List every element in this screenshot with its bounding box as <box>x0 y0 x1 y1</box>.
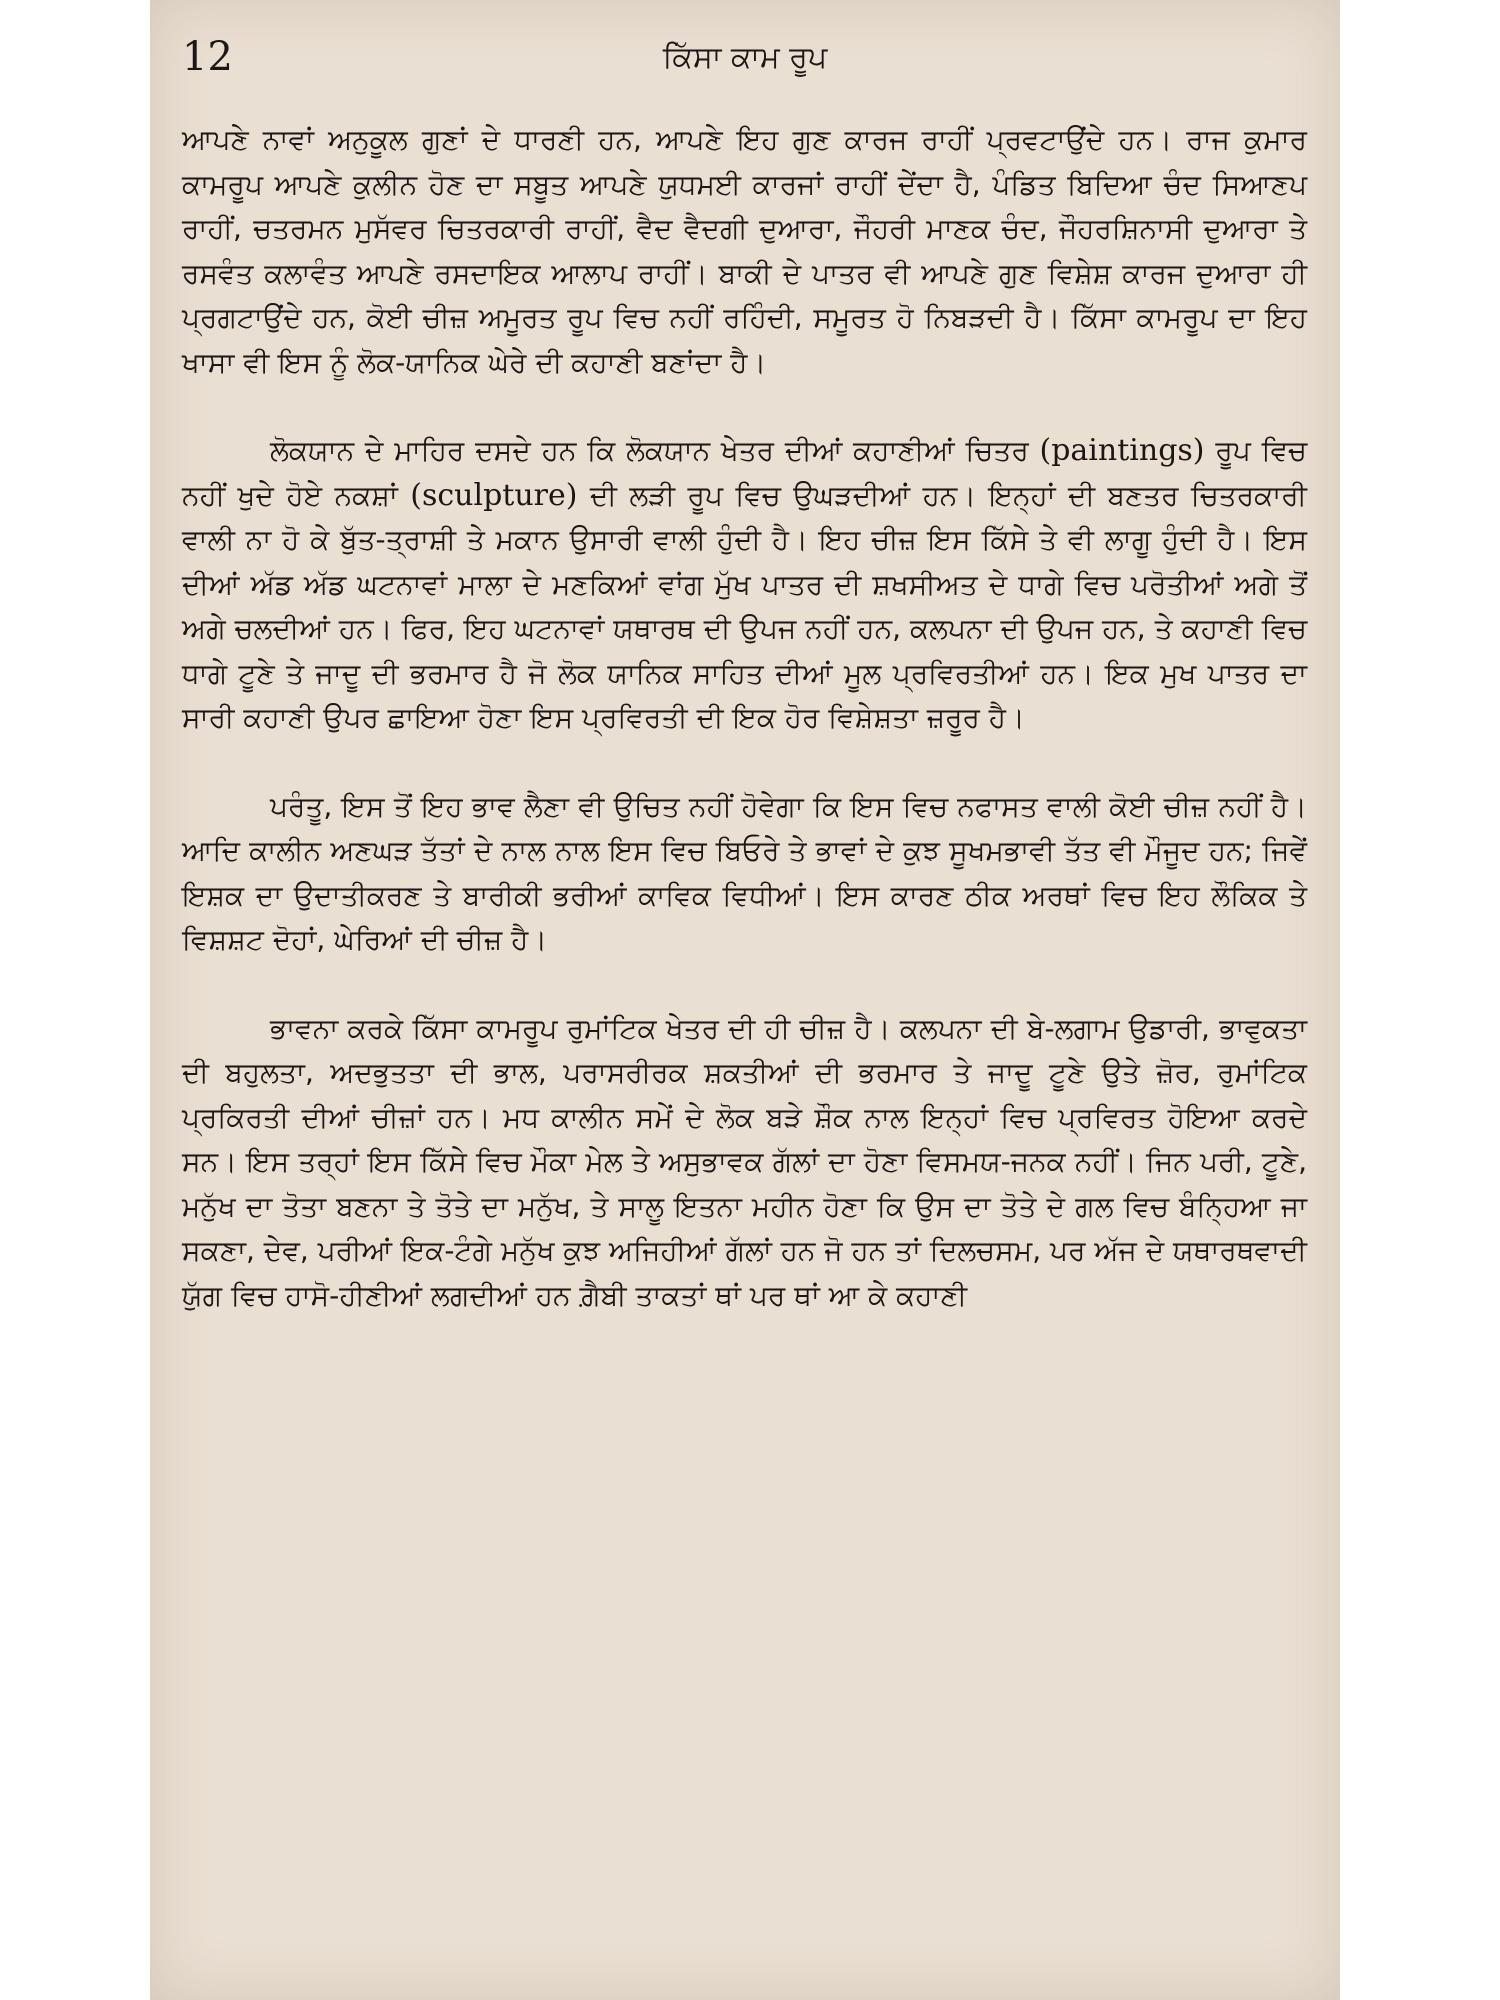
page-header <box>150 30 1340 90</box>
paragraph-1: ਆਪਣੇ ਨਾਵਾਂ ਅਨੁਕੂਲ ਗੁਣਾਂ ਦੇ ਧਾਰਣੀ ਹਨ, ਆਪਣੇ ਇਹ ਗੁਣ ਕਾਰਜ ਰਾਹੀਂ ਪ੍ਰਵਟਾਉਂਦੇ ਹਨ। ਰਾਜ ਕੁਮਾਰ ਕਾਮਰੂਪ ਆਪਣੇ ਕੁਲੀਨ ਹੋਣ ਦਾ ਸਬੂਤ ਆਪਣੇ ਯੁਧਮਈ ਕਾਰਜਾਂ ਰਾਹੀਂ ਦੇਂਦਾ ਹੈ, ਪੰਡਿਤ ਬਿਦਿਆ ਚੰਦ ਸਿਆਣਪ ਰਾਹੀਂ, ਚਤਰਮਨ ਮੁਸੱਵਰ ਚਿਤਰਕਾਰੀ ਰਾਹੀਂ, ਵੈਦ ਵੈਦਗੀ ਦੁਆਰਾ, ਜੌਹਰੀ ਮਾਣਕ ਚੰਦ, ਜੌਹਰਸ਼ਿਨਾਸੀ ਦੁਆਰਾ ਤੇ ਰਸਵੰਤ ਕਲਾਵੰਤ ਆਪਣੇ ਰਸਦਾਇਕ ਆਲਾਪ ਰਾਹੀਂ। ਬਾਕੀ ਦੇ ਪਾਤਰ ਵੀ ਆਪਣੇ ਗੁਣ ਵਿਸ਼ੇਸ਼ ਕਾਰਜ ਦੁਆਰਾ ਹੀ ਪ੍ਰਗਟਾਉਂਦੇ ਹਨ, ਕੋਈ ਚੀਜ਼ ਅਮੂਰਤ ਰੂਪ ਵਿਚ ਨਹੀਂ ਰਹਿੰਦੀ, ਸਮੂਰਤ ਹੋ ਨਿਬੜਦੀ ਹੈ। ਕਿੱਸਾ ਕਾਮਰੂਪ ਦਾ ਇਹ ਖਾਸਾ ਵੀ ਇਸ ਨੂੰ ਲੋਕ-ਯਾਨਿਕ ਘੇਰੇ ਦੀ ਕਹਾਣੀ ਬਣਾਂਦਾ ਹੈ। <box>182 123 1307 379</box>
paragraph-2-text-b: ਰੂਪ ਵਿਚ ਨਹੀਂ ਖੁਦੇ ਹੋਏ ਨਕਸ਼ਾਂ <box>182 434 1307 512</box>
running-title: ਕਿੱਸਾ ਕਾਮ ਰੂਪ <box>662 40 828 75</box>
paragraph-4: ਭਾਵਨਾ ਕਰਕੇ ਕਿੱਸਾ ਕਾਮਰੂਪ ਰੁਮਾਂਟਿਕ ਖੇਤਰ ਦੀ ਹੀ ਚੀਜ਼ ਹੈ। ਕਲਪਨਾ ਦੀ ਬੇ-ਲਗਾਮ ਉਡਾਰੀ, ਭਾਵੁਕਤਾ ਦੀ ਬਹੁਲਤਾ, ਅਦਭੁਤਤਾ ਦੀ ਭਾਲ, ਪਰਾਸਰੀਰਕ ਸ਼ਕਤੀਆਂ ਦੀ ਭਰਮਾਰ ਤੇ ਜਾਦੂ ਟੂਣੇ ਉਤੇ ਜ਼ੋਰ, ਰੁਮਾਂਟਿਕ ਪ੍ਰਕਿਰਤੀ ਦੀਆਂ ਚੀਜ਼ਾਂ ਹਨ। ਮਧ ਕਾਲੀਨ ਸਮੇਂ ਦੇ ਲੋਕ ਬੜੇ ਸ਼ੌਕ ਨਾਲ ਇਨ੍ਹਾਂ ਵਿਚ ਪ੍ਰਵਿਰਤ ਹੋਇਆ ਕਰਦੇ ਸਨ। ਇਸ ਤਰ੍ਹਾਂ ਇਸ ਕਿੱਸੇ ਵਿਚ ਮੌਕਾ ਮੇਲ ਤੇ ਅਸੁਭਾਵਕ ਗੱਲਾਂ ਦਾ ਹੋਣਾ ਵਿਸਮਯ-ਜਨਕ ਨਹੀਂ। ਜਿਨ ਪਰੀ, ਟੂਣੇ, ਮਨੁੱਖ ਦਾ ਤੋਤਾ ਬਣਨਾ ਤੇ ਤੋਤੇ ਦਾ ਮਨੁੱਖ, ਤੇ ਸਾਲੂ ਇਤਨਾ ਮਹੀਨ ਹੋਣਾ ਕਿ ਉਸ ਦਾ ਤੋਤੇ ਦੇ ਗਲ ਵਿਚ ਬੰਨ੍ਹਿਆ ਜਾ ਸਕਣਾ, ਦੇਵ, ਪਰੀਆਂ ਇਕ-ਟੰਗੇ ਮਨੁੱਖ ਕੁਝ ਅਜਿਹੀਆਂ ਗੱਲਾਂ ਹਨ ਜੋ ਹਨ ਤਾਂ ਦਿਲਚਸਮ, ਪਰ ਅੱਜ ਦੇ ਯਥਾਰਥਵਾਦੀ ਯੁੱਗ ਵਿਚ ਹਾਸੋ-ਹੀਣੀਆਂ ਲਗਦੀਆਂ ਹਨ ਗ਼ੈਬੀ ਤਾਕਤਾਂ ਥਾਂ ਪਰ ਥਾਂ ਆ ਕੇ ਕਹਾਣੀ <box>182 1011 1307 1312</box>
paragraph-2 <box>182 429 1307 741</box>
paragraph-3: ਪਰੰਤੂ, ਇਸ ਤੋਂ ਇਹ ਭਾਵ ਲੈਣਾ ਵੀ ਉਚਿਤ ਨਹੀਂ ਹੋਵੇਗਾ ਕਿ ਇਸ ਵਿਚ ਨਫਾਸਤ ਵਾਲੀ ਕੋਈ ਚੀਜ਼ ਨਹੀਂ ਹੈ। ਆਦਿ ਕਾਲੀਨ ਅਣਘੜ ਤੱਤਾਂ ਦੇ ਨਾਲ ਨਾਲ ਇਸ ਵਿਚ ਬਿਓਰੇ ਤੇ ਭਾਵਾਂ ਦੇ ਕੁਝ ਸੂਖਮਭਾਵੀ ਤੱਤ ਵੀ ਮੌਜੂਦ ਹਨ; ਜਿਵੇਂ ਇਸ਼ਕ ਦਾ ਉਦਾਤੀਕਰਣ ਤੇ ਬਾਰੀਕੀ ਭਰੀਆਂ ਕਾਵਿਕ ਵਿਧੀਆਂ। ਇਸ ਕਾਰਣ ਠੀਕ ਅਰਥਾਂ ਵਿਚ ਇਹ ਲੌਕਿਕ ਤੇ ਵਿਸ਼ਸ਼ਟ ਦੋਹਾਂ, ਘੇਰਿਆਂ ਦੀ ਚੀਜ਼ ਹੈ। <box>182 789 1307 956</box>
term-paintings: (paintings) <box>1039 433 1205 468</box>
book-page <box>150 0 1340 2000</box>
page-number: 12 <box>182 34 233 80</box>
paragraph-2-text-a: ਲੋਕਯਾਨ ਦੇ ਮਾਹਿਰ ਦਸਦੇ ਹਨ ਕਿ ਲੋਕਯਾਨ ਖੇਤਰ ਦੀਆਂ ਕਹਾਣੀਆਂ ਚਿਤਰ <box>270 434 1040 467</box>
paragraph-2-text-c: ਦੀ ਲੜੀ ਰੂਪ ਵਿਚ ਉਘੜਦੀਆਂ ਹਨ। ਇਨ੍ਹਾਂ ਦੀ ਬਣਤਰ ਚਿਤਰਕਾਰੀ ਵਾਲੀ ਨਾ ਹੋ ਕੇ ਬੁੱਤ-ਤ੍ਰਾਸ਼ੀ ਤੇ ਮਕਾਨ ਉਸਾਰੀ ਵਾਲੀ ਹੁੰਦੀ ਹੈ। ਇਹ ਚੀਜ਼ ਇਸ ਕਿੱਸੇ ਤੇ ਵੀ ਲਾਗੂ ਹੁੰਦੀ ਹੈ। ਇਸ ਦੀਆਂ ਅੱਡ ਅੱਡ ਘਟਨਾਵਾਂ ਮਾਲਾ ਦੇ ਮਣਕਿਆਂ ਵਾਂਗ ਮੁੱਖ ਪਾਤਰ ਦੀ ਸ਼ਖਸੀਅਤ ਦੇ ਧਾਗੇ ਵਿਚ ਪਰੋਤੀਆਂ ਅਗੇ ਤੋਂ ਅਗੇ ਚਲਦੀਆਂ ਹਨ। ਫਿਰ, ਇਹ ਘਟਨਾਵਾਂ ਯਥਾਰਥ ਦੀ ਉਪਜ ਨਹੀਂ ਹਨ, ਕਲਪਨਾ ਦੀ ਉਪਜ ਹਨ, ਤੇ ਕਹਾਣੀ ਵਿਚ ਧਾਗੇ ਟੂਣੇ ਤੇ ਜਾਦੂ ਦੀ ਭਰਮਾਰ ਹੈ ਜੋ ਲੋਕ ਯਾਨਿਕ ਸਾਹਿਤ ਦੀਆਂ ਮੂਲ ਪ੍ਰਵਿਰਤੀਆਂ ਹਨ। ਇਕ ਮੁਖ ਪਾਤਰ ਦਾ ਸਾਰੀ ਕਹਾਣੀ ਉਪਰ ਛਾਇਆ ਹੋਣਾ ਇਸ ਪ੍ਰਵਿਰਤੀ ਦੀ ਇਕ ਹੋਰ ਵਿਸ਼ੇਸ਼ਤਾ ਜ਼ਰੂਰ ਹੈ। <box>182 478 1307 734</box>
term-sculpture: (sculpture) <box>410 477 578 513</box>
page-body <box>182 118 1307 1318</box>
